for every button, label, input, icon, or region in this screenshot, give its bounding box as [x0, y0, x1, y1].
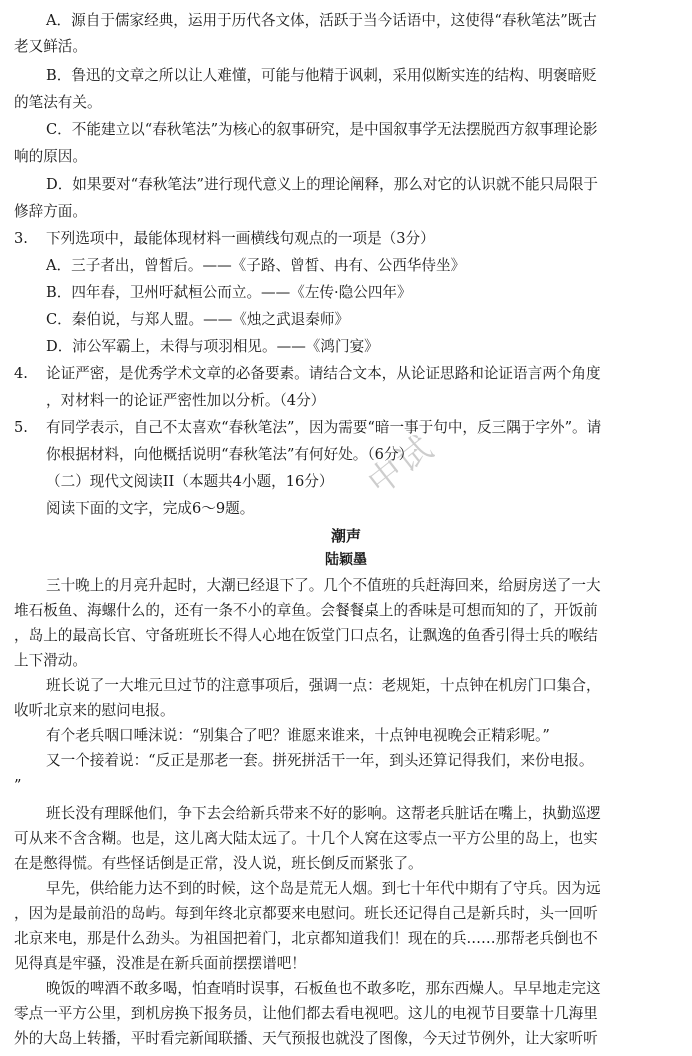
option-a-line-2: 老又鲜活。 — [14, 38, 87, 55]
para-6-line-2: ，因为是最前沿的岛屿。每到年终北京都要来电慰问。班长还记得自己是新兵时，头一回听 — [14, 905, 598, 922]
question-4-line-1: 论证严密，是优秀学术文章的必备要素。请结合文本，从论证思路和论证语言两个角度 — [46, 365, 601, 382]
para-6-line-4: 见得真是牢骚，没准是在新兵面前摆摆谱吧！ — [14, 955, 306, 972]
para-2-line-2: 收听北京来的慰问电报。 — [14, 702, 175, 719]
para-1-line-1: 三十晚上的月亮升起时，大潮已经退下了。几个不值班的兵赶海回来，给厨房送了一大 — [46, 577, 601, 594]
section-heading: （二）现代文阅读II（本题共4小题，16分） — [46, 473, 334, 490]
option-b-line-1: B．鲁迅的文章之所以让人难懂，可能与他精于讽刺，采用似断实连的结构、明褒暗贬 — [46, 67, 597, 84]
para-5-line-3: 在是憋得慌。有些怪话倒是正常，没人说，班长倒反而紧张了。 — [14, 855, 423, 872]
watermark: 中试 — [360, 427, 442, 504]
question-5-line-2: 你根据材料，向他概括说明“春秋笔法”有何好处。（6分） — [46, 446, 414, 463]
story-author: 陆颖墨 — [325, 552, 367, 568]
story-title: 潮声 — [330, 527, 361, 545]
para-3-line-1: 有个老兵咽口唾沫说：“别集合了吧？谁愿来谁来，十点钟电视晚会正精彩呢。” — [46, 727, 550, 744]
question-5-line-1: 有同学表示，自己不太喜欢“春秋笔法”，因为需要“暗一事于句中，反三隅于字外”。请 — [46, 419, 602, 436]
question-5-number: 5. — [14, 419, 28, 436]
question-3-number: 3. — [14, 230, 28, 247]
question-4-line-2: ，对材料一的论证严密性加以分析。（4分） — [46, 392, 326, 409]
para-6-line-3: 北京来电，那是什么劲头。为祖国把着门，北京都知道我们！现在的兵……那帮老兵倒也不 — [14, 930, 598, 947]
option-d-line-1: D．如果要对“春秋笔法”进行现代意义上的理论阐释，那么对它的认识就不能只局限于 — [46, 176, 599, 193]
para-7-line-2: 零点一平方公里，到机房换下报务员，让他们都去看电视吧。这儿的电视节目要靠十几海里 — [14, 1005, 598, 1022]
option-b-line-2: 的笔法有关。 — [14, 94, 102, 111]
para-5-line-2: 可从来不含含糊。也是，这儿离大陆太远了。十几个人窝在这零点一平方公里的岛上，也实 — [14, 830, 598, 847]
para-2-line-1: 班长说了一大堆元旦过节的注意事项后，强调一点：老规矩，十点钟在机房门口集合， — [46, 677, 601, 694]
para-7-line-3: 外的大岛上转播，平时看完新闻联播、天气预报也就没了图像，今天过节例外，让大家听听 — [14, 1030, 598, 1047]
option-c-line-2: 响的原因。 — [14, 148, 87, 165]
q3-option-b: B．四年春，卫州吁弑桓公而立。——《左传·隐公四年》 — [46, 284, 412, 301]
question-4-number: 4. — [14, 365, 28, 382]
para-1-line-4: 上下滑动。 — [14, 652, 87, 669]
para-6-line-1: 早先，供给能力达不到的时候，这个岛是荒无人烟。到七十年代中期有了守兵。因为远 — [46, 880, 601, 897]
option-c-line-1: C．不能建立以“春秋笔法”为核心的叙事研究，是中国叙事学无法摆脱西方叙事理论影 — [46, 121, 598, 138]
para-1-line-3: ，岛上的最高长官、守备班班长不得人心地在饭堂门口点名，让飘逸的鱼香引得士兵的喉结 — [14, 627, 598, 644]
para-7-line-1: 晚饭的啤酒不敢多喝，怕查哨时误事，石板鱼也不敢多吃，那东西燥人。早早地走完这 — [46, 980, 601, 997]
para-4-line-1: 又一个接着说：“反正是那老一套。拼死拼活干一年，到头还算记得我们，来份电报。 — [46, 752, 594, 769]
question-3-stem: 下列选项中，最能体现材料一画横线句观点的一项是（3分） — [46, 230, 435, 247]
para-5-line-1: 班长没有理睬他们，争下去会给新兵带来不好的影响。这帮老兵脏话在嘴上，执勤巡逻 — [46, 805, 601, 822]
para-1-line-2: 堆石板鱼、海螺什么的，还有一条不小的章鱼。会餐餐桌上的香味是可想而知的了，开饭前 — [14, 602, 598, 619]
q3-option-a: A．三子者出，曾皙后。——《子路、曾皙、冉有、公西华侍坐》 — [46, 257, 466, 274]
option-d-line-2: 修辞方面。 — [14, 203, 87, 220]
q3-option-d: D．沛公军霸上，未得与项羽相见。——《鸿门宴》 — [46, 338, 379, 355]
para-4-line-2: ” — [14, 777, 22, 794]
option-a-line-1: A．源自于儒家经典，运用于历代各文体，活跃于当今话语中，这使得“春秋笔法”既古 — [46, 12, 597, 29]
q3-option-c: C．秦伯说，与郑人盟。——《烛之武退秦师》 — [46, 311, 350, 328]
section-instruction: 阅读下面的文字，完成6～9题。 — [46, 500, 255, 517]
